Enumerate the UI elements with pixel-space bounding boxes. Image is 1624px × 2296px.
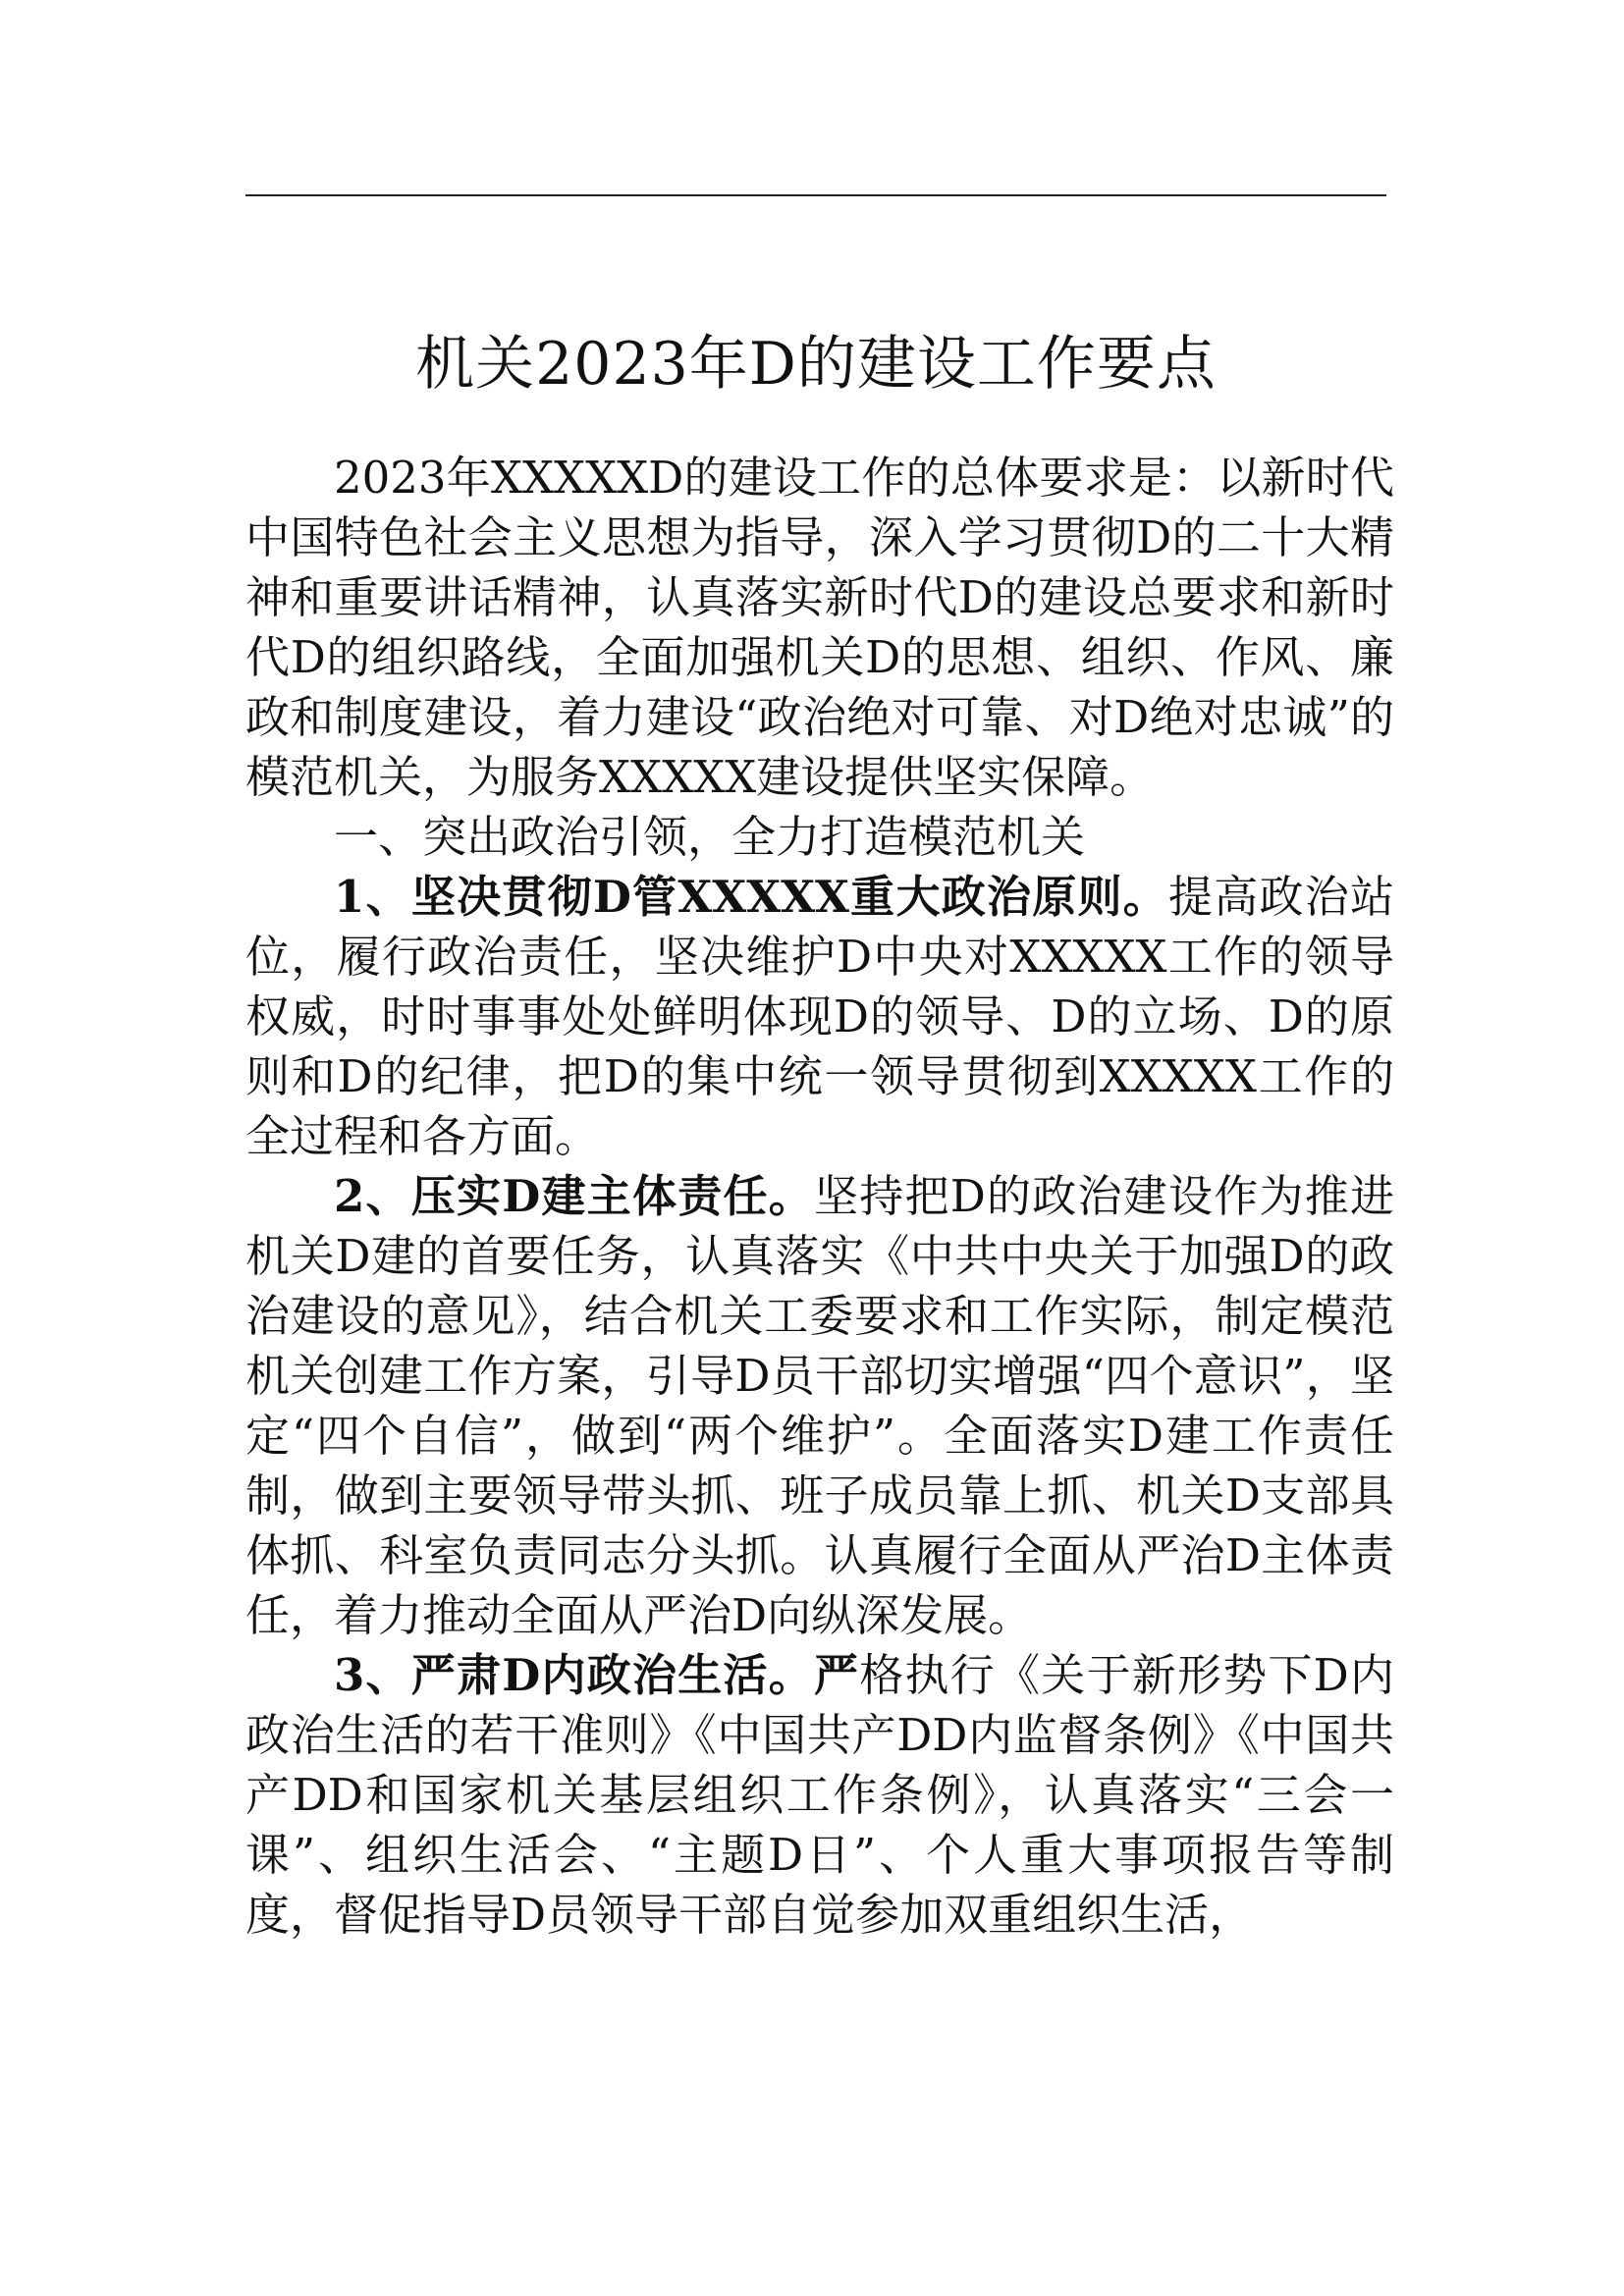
item-lead: 3、严肃D内政治生活。严 [334, 1649, 860, 1701]
list-item [245, 1166, 1394, 1645]
item-lead: 2、压实D建主体责任。 [334, 1170, 814, 1222]
item-text: 提高政治站位，履行政治责任，坚决维护D中央对XXXXX工作的领导权威，时时事事处处鲜明体现D的领导、D的立场、D的原则和D的纪律，把D的集中统一领导贯彻到XXXXX工作的全过程和各方面。 [245, 871, 1394, 1162]
intro-paragraph: 2023年XXXXXD的建设工作的总体要求是：以新时代中国特色社会主义思想为指导，深入学习贯彻D的二十大精神和重要讲话精神，认真落实新时代D的建设总要求和新时代D的组织路线，全面加强机关D的思想、组织、作风、廉政和制度建设，着力建设“政治绝对可靠、对D绝对忠诚”的模范机关，为服务XXXXX建设提供坚实保障。 [245, 452, 1394, 803]
item-text: 格执行《关于新形势下D内政治生活的若干准则》《中国共产DD内监督条例》《中国共产DD和国家机关基层组织工作条例》，认真落实“三会一课”、组织生活会、“主题D日”、个人重大事项报告等制度，督促指导D员领导干部自觉参加双重组织生活， [245, 1649, 1394, 1941]
item-lead: 1、坚决贯彻D管XXXXX重大政治原则。 [334, 871, 1168, 923]
section-heading-1: 一、突出政治引领，全力打造模范机关 [334, 811, 1086, 863]
header-rule [245, 194, 1386, 196]
list-item [245, 1645, 1394, 1945]
list-item [245, 867, 1394, 1166]
document-body [245, 448, 1394, 1945]
document-title: 机关2023年D的建设工作要点 [415, 330, 1217, 400]
item-text: 坚持把D的政治建设作为推进机关D建的首要任务，认真落实《中共中央关于加强D的政治建设的意见》，结合机关工委要求和工作实际，制定模范机关创建工作方案，引导D员干部切实增强“四个意识”，坚定“四个自信”，做到“两个维护”。全面落实D建工作责任制，做到主要领导带头抓、班子成员靠上抓、机关D支部具体抓、科室负责同志分头抓。认真履行全面从严治D主体责任，着力推动全面从严治D向纵深发展。 [245, 1170, 1394, 1641]
